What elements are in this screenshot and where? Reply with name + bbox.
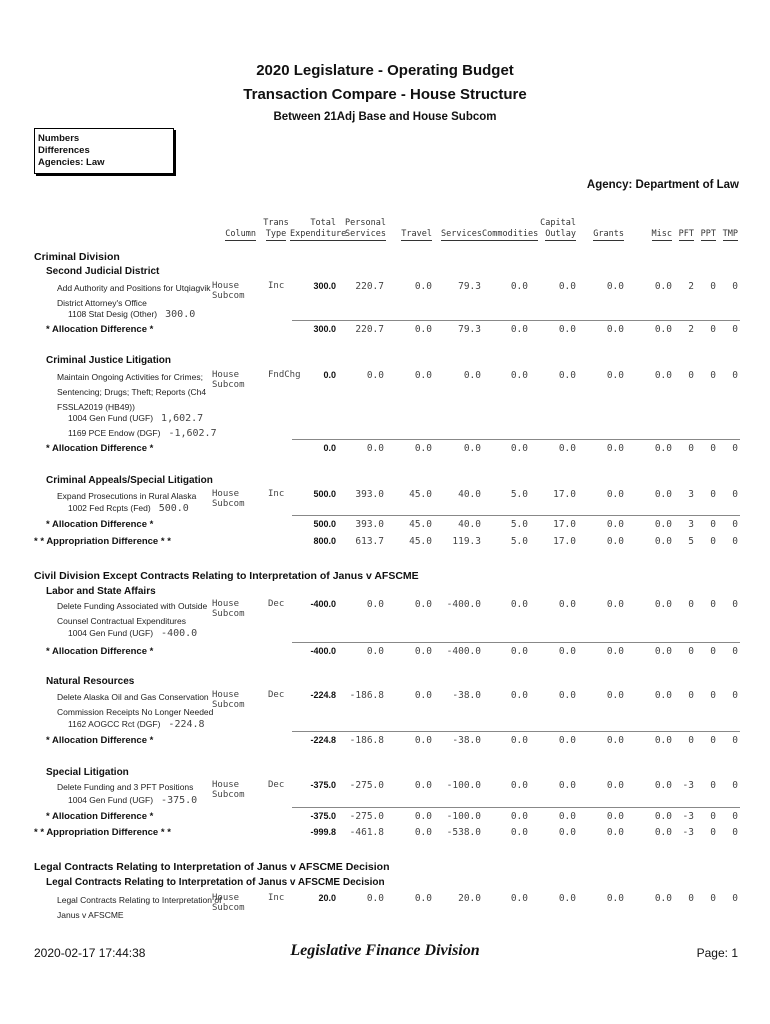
header-capital-outlay: Capital Outlay	[540, 218, 576, 239]
services-subtotal: 79.3	[458, 324, 481, 335]
ppt-value: 0	[710, 281, 716, 292]
tmp-subtotal: 0	[732, 827, 738, 838]
services-subtotal: 119.3	[452, 536, 481, 547]
personal-value: -275.0	[349, 780, 384, 791]
travel-subtotal: 0.0	[414, 735, 432, 746]
commodities-value: 5.0	[510, 489, 528, 500]
personal-value: 393.0	[355, 489, 384, 500]
capital-subtotal: 0.0	[558, 827, 576, 838]
tmp-subtotal: 0	[732, 735, 738, 746]
capital-subtotal: 17.0	[553, 519, 576, 530]
misc-value: 0.0	[654, 690, 672, 701]
services-subtotal: -538.0	[446, 827, 481, 838]
grants-value: 0.0	[606, 690, 624, 701]
ppt-subtotal: 0	[710, 646, 716, 657]
services-subtotal: 40.0	[458, 519, 481, 530]
subtotal-rule	[292, 807, 740, 808]
pft-value: 2	[688, 281, 694, 292]
column-value: House Subcom	[212, 780, 245, 800]
sub-legal-contracts: Legal Contracts Relating to Interpretation of Janus v AFSCME Decision	[46, 877, 385, 888]
misc-subtotal: 0.0	[654, 443, 672, 454]
pft-value: 3	[688, 489, 694, 500]
header-personal-services: Personal Services	[345, 218, 386, 239]
travel-value: 0.0	[414, 281, 432, 292]
item-desc-r4: Delete Funding Associated with Outside Counsel Contractual Expenditures	[57, 601, 208, 626]
tmp-subtotal: 0	[732, 536, 738, 547]
capital-value: 0.0	[558, 370, 576, 381]
column-value: House Subcom	[212, 281, 245, 301]
trans-type-value: Inc	[268, 893, 285, 903]
item-desc-r6: Delete Funding and 3 PFT Positions	[57, 782, 194, 792]
report-comparison: Between 21Adj Base and House Subcom	[273, 111, 497, 123]
travel-value: 0.0	[414, 599, 432, 610]
grants-subtotal: 0.0	[606, 735, 624, 746]
trans-type-value: Dec	[268, 690, 285, 700]
ppt-value: 0	[710, 780, 716, 791]
personal-subtotal: 393.0	[355, 519, 384, 530]
personal-subtotal: 220.7	[355, 324, 384, 335]
total-value: 20.0	[318, 893, 336, 903]
commodities-subtotal: 5.0	[510, 519, 528, 530]
total-subtotal: -999.8	[310, 827, 336, 837]
column-value: House Subcom	[212, 599, 245, 619]
ppt-value: 0	[710, 370, 716, 381]
ppt-subtotal: 0	[710, 827, 716, 838]
header-commodities: Commodities	[482, 229, 539, 239]
header-tmp: TMP	[722, 229, 738, 239]
services-value: 20.0	[458, 893, 481, 904]
pft-value: 0	[688, 690, 694, 701]
alloc-label-a5: * Allocation Difference *	[46, 735, 154, 746]
total-value: -224.8	[310, 690, 336, 700]
capital-subtotal: 0.0	[558, 811, 576, 822]
subtotal-rule	[292, 320, 740, 321]
trans-type-value: Dec	[268, 780, 285, 790]
personal-subtotal: 613.7	[355, 536, 384, 547]
grants-subtotal: 0.0	[606, 827, 624, 838]
subtotal-rule	[292, 439, 740, 440]
item-desc-r1: Add Authority and Positions for Utqiagvik District Attorney's Office	[57, 283, 211, 308]
travel-subtotal: 0.0	[414, 443, 432, 454]
total-value: 500.0	[313, 489, 336, 499]
header-ppt: PPT	[700, 229, 716, 239]
tmp-value: 0	[732, 599, 738, 610]
total-subtotal: 500.0	[313, 519, 336, 529]
total-subtotal: -375.0	[310, 811, 336, 821]
commodities-value: 0.0	[510, 281, 528, 292]
pft-value: 0	[688, 893, 694, 904]
item-desc-r3: Expand Prosecutions in Rural Alaska	[57, 491, 197, 501]
capital-value: 0.0	[558, 893, 576, 904]
services-subtotal: -400.0	[446, 646, 481, 657]
misc-value: 0.0	[654, 281, 672, 292]
fund-line-r5: 1162 AOGCC Rct (DGF) -224.8	[68, 719, 205, 730]
total-value: 0.0	[323, 370, 336, 380]
trans-type-value: Inc	[268, 489, 285, 499]
grants-value: 0.0	[606, 599, 624, 610]
tmp-value: 0	[732, 893, 738, 904]
travel-value: 0.0	[414, 370, 432, 381]
subtotal-rule	[292, 731, 740, 732]
footer-page-number: Page: 1	[696, 946, 738, 960]
tmp-subtotal: 0	[732, 324, 738, 335]
pft-subtotal: 0	[688, 735, 694, 746]
misc-value: 0.0	[654, 599, 672, 610]
pft-value: 0	[688, 599, 694, 610]
trans-type-value: FndChg	[268, 370, 301, 380]
services-value: -100.0	[446, 780, 481, 791]
commodities-value: 0.0	[510, 780, 528, 791]
ppt-subtotal: 0	[710, 443, 716, 454]
legend-agencies: Agencies: Law	[38, 157, 105, 168]
grants-subtotal: 0.0	[606, 324, 624, 335]
travel-value: 0.0	[414, 893, 432, 904]
personal-subtotal: -275.0	[349, 811, 384, 822]
sub-criminal-justice-litigation: Criminal Justice Litigation	[46, 355, 172, 366]
ppt-value: 0	[710, 489, 716, 500]
legend-numbers: Numbers	[38, 133, 80, 144]
grants-value: 0.0	[606, 489, 624, 500]
commodities-value: 0.0	[510, 690, 528, 701]
tmp-value: 0	[732, 690, 738, 701]
misc-subtotal: 0.0	[654, 536, 672, 547]
total-subtotal: 800.0	[313, 536, 336, 546]
column-value: House Subcom	[212, 690, 245, 710]
report-title: 2020 Legislature - Operating Budget	[256, 62, 514, 79]
grants-subtotal: 0.0	[606, 443, 624, 454]
alloc-label-a2: * Allocation Difference *	[46, 443, 154, 454]
travel-value: 0.0	[414, 690, 432, 701]
capital-subtotal: 0.0	[558, 324, 576, 335]
alloc-label-a4: * Allocation Difference *	[46, 646, 154, 657]
commodities-value: 0.0	[510, 599, 528, 610]
header-total-expenditure: Total Expenditure	[290, 218, 347, 239]
personal-value: 220.7	[355, 281, 384, 292]
misc-subtotal: 0.0	[654, 519, 672, 530]
capital-value: 0.0	[558, 281, 576, 292]
misc-value: 0.0	[654, 489, 672, 500]
total-subtotal: 300.0	[313, 324, 336, 334]
pft-value: 0	[688, 370, 694, 381]
section-criminal-division: Criminal Division	[34, 251, 120, 263]
subtotal-rule	[292, 642, 740, 643]
tmp-value: 0	[732, 370, 738, 381]
pft-value: -3	[682, 780, 694, 791]
services-subtotal: -100.0	[446, 811, 481, 822]
column-value: House Subcom	[212, 370, 245, 390]
tmp-subtotal: 0	[732, 443, 738, 454]
misc-subtotal: 0.0	[654, 324, 672, 335]
commodities-value: 0.0	[510, 893, 528, 904]
capital-subtotal: 0.0	[558, 735, 576, 746]
sub-criminal-appeals: Criminal Appeals/Special Litigation	[46, 475, 213, 486]
total-subtotal: 0.0	[323, 443, 336, 453]
commodities-subtotal: 0.0	[510, 735, 528, 746]
ppt-subtotal: 0	[710, 811, 716, 822]
alloc-label-a3: * Allocation Difference *	[46, 519, 154, 530]
tmp-subtotal: 0	[732, 811, 738, 822]
sub-special-litigation: Special Litigation	[46, 767, 129, 778]
ppt-subtotal: 0	[710, 735, 716, 746]
services-value: -400.0	[446, 599, 481, 610]
total-value: -400.0	[310, 599, 336, 609]
personal-subtotal: -461.8	[349, 827, 384, 838]
personal-value: 0.0	[366, 893, 384, 904]
trans-type-value: Inc	[268, 281, 285, 291]
misc-subtotal: 0.0	[654, 811, 672, 822]
header-column: Column	[225, 229, 256, 239]
pft-subtotal: -3	[682, 811, 694, 822]
personal-subtotal: 0.0	[366, 443, 384, 454]
header-services: Services	[441, 229, 482, 239]
capital-value: 0.0	[558, 780, 576, 791]
fund-line-r3: 1002 Fed Rcpts (Fed) 500.0	[68, 503, 189, 514]
personal-value: -186.8	[349, 690, 384, 701]
section-civil-division: Civil Division Except Contracts Relating to Interpretation of Janus v AFSCME	[34, 570, 419, 582]
alloc-label-a6: * Allocation Difference *	[46, 811, 154, 822]
header-pft: PFT	[678, 229, 694, 239]
travel-value: 45.0	[409, 489, 432, 500]
commodities-value: 0.0	[510, 370, 528, 381]
item-desc-r2: Maintain Ongoing Activities for Crimes; Sentencing; Drugs; Theft; Reports (Ch4 FSSLA2019 (HB49))	[57, 372, 207, 412]
section-legal-contracts: Legal Contracts Relating to Interpretation of Janus v AFSCME Decision	[34, 861, 390, 873]
header-grants: Grants	[593, 229, 624, 239]
misc-value: 0.0	[654, 893, 672, 904]
tmp-value: 0	[732, 780, 738, 791]
fund-line-r6: 1004 Gen Fund (UGF) -375.0	[68, 795, 198, 806]
report-subtitle: Transaction Compare - House Structure	[243, 86, 527, 103]
travel-value: 0.0	[414, 780, 432, 791]
total-value: 300.0	[313, 281, 336, 291]
total-subtotal: -400.0	[310, 646, 336, 656]
item-desc-r7: Legal Contracts Relating to Interpretation of Janus v AFSCME	[57, 895, 222, 920]
pft-subtotal: -3	[682, 827, 694, 838]
capital-subtotal: 0.0	[558, 443, 576, 454]
sub-labor-state-affairs: Labor and State Affairs	[46, 586, 156, 597]
services-value: 0.0	[463, 370, 481, 381]
capital-subtotal: 17.0	[553, 536, 576, 547]
total-subtotal: -224.8	[310, 735, 336, 745]
services-value: 79.3	[458, 281, 481, 292]
grants-subtotal: 0.0	[606, 536, 624, 547]
services-subtotal: 0.0	[463, 443, 481, 454]
item-desc-r5: Delete Alaska Oil and Gas Conservation Commission Receipts No Longer Needed	[57, 692, 214, 717]
ppt-subtotal: 0	[710, 519, 716, 530]
subtotal-rule	[292, 515, 740, 516]
total-value: -375.0	[310, 780, 336, 790]
ppt-value: 0	[710, 690, 716, 701]
header-trans-type: Trans Type	[263, 218, 289, 239]
grants-subtotal: 0.0	[606, 519, 624, 530]
ppt-subtotal: 0	[710, 536, 716, 547]
travel-subtotal: 45.0	[409, 536, 432, 547]
services-value: 40.0	[458, 489, 481, 500]
commodities-subtotal: 5.0	[510, 536, 528, 547]
services-subtotal: -38.0	[452, 735, 481, 746]
legend-differences: Differences	[38, 145, 90, 156]
travel-subtotal: 0.0	[414, 827, 432, 838]
report-legend-box	[34, 128, 174, 174]
sub-second-judicial: Second Judicial District	[46, 266, 160, 277]
capital-value: 17.0	[553, 489, 576, 500]
travel-subtotal: 0.0	[414, 646, 432, 657]
commodities-subtotal: 0.0	[510, 811, 528, 822]
grants-subtotal: 0.0	[606, 646, 624, 657]
footer-division-logo: Legislative Finance Division	[290, 942, 480, 959]
header-misc: Misc	[651, 229, 672, 239]
pft-subtotal: 5	[688, 536, 694, 547]
pft-subtotal: 3	[688, 519, 694, 530]
grants-value: 0.0	[606, 893, 624, 904]
fund-line-r2a: 1004 Gen Fund (UGF) 1,602.7	[68, 413, 204, 424]
tmp-value: 0	[732, 281, 738, 292]
travel-subtotal: 45.0	[409, 519, 432, 530]
grants-value: 0.0	[606, 370, 624, 381]
approp-label-p2: * * Appropriation Difference * *	[34, 827, 171, 838]
capital-subtotal: 0.0	[558, 646, 576, 657]
commodities-subtotal: 0.0	[510, 324, 528, 335]
services-value: -38.0	[452, 690, 481, 701]
travel-subtotal: 0.0	[414, 324, 432, 335]
alloc-label-a1: * Allocation Difference *	[46, 324, 154, 335]
ppt-value: 0	[710, 599, 716, 610]
pft-subtotal: 2	[688, 324, 694, 335]
misc-subtotal: 0.0	[654, 827, 672, 838]
fund-line-r4: 1004 Gen Fund (UGF) -400.0	[68, 628, 198, 639]
header-travel: Travel	[401, 229, 432, 239]
grants-value: 0.0	[606, 780, 624, 791]
grants-subtotal: 0.0	[606, 811, 624, 822]
pft-subtotal: 0	[688, 443, 694, 454]
column-value: House Subcom	[212, 489, 245, 509]
misc-subtotal: 0.0	[654, 735, 672, 746]
personal-subtotal: -186.8	[349, 735, 384, 746]
personal-value: 0.0	[366, 599, 384, 610]
personal-value: 0.0	[366, 370, 384, 381]
capital-value: 0.0	[558, 599, 576, 610]
column-value: House Subcom	[212, 893, 245, 913]
trans-type-value: Dec	[268, 599, 285, 609]
agency-label: Agency: Department of Law	[586, 179, 739, 191]
commodities-subtotal: 0.0	[510, 827, 528, 838]
fund-line-r1: 1108 Stat Desig (Other) 300.0	[68, 309, 196, 320]
ppt-subtotal: 0	[710, 324, 716, 335]
misc-value: 0.0	[654, 370, 672, 381]
personal-subtotal: 0.0	[366, 646, 384, 657]
fund-line-r2b: 1169 PCE Endow (DGF) -1,602.7	[68, 428, 217, 439]
tmp-value: 0	[732, 489, 738, 500]
footer-timestamp: 2020-02-17 17:44:38	[34, 946, 146, 960]
commodities-subtotal: 0.0	[510, 443, 528, 454]
tmp-subtotal: 0	[732, 646, 738, 657]
travel-subtotal: 0.0	[414, 811, 432, 822]
tmp-subtotal: 0	[732, 519, 738, 530]
commodities-subtotal: 0.0	[510, 646, 528, 657]
pft-subtotal: 0	[688, 646, 694, 657]
capital-value: 0.0	[558, 690, 576, 701]
misc-subtotal: 0.0	[654, 646, 672, 657]
sub-natural-resources: Natural Resources	[46, 676, 135, 687]
ppt-value: 0	[710, 893, 716, 904]
approp-label-p1: * * Appropriation Difference * *	[34, 536, 171, 547]
misc-value: 0.0	[654, 780, 672, 791]
grants-value: 0.0	[606, 281, 624, 292]
